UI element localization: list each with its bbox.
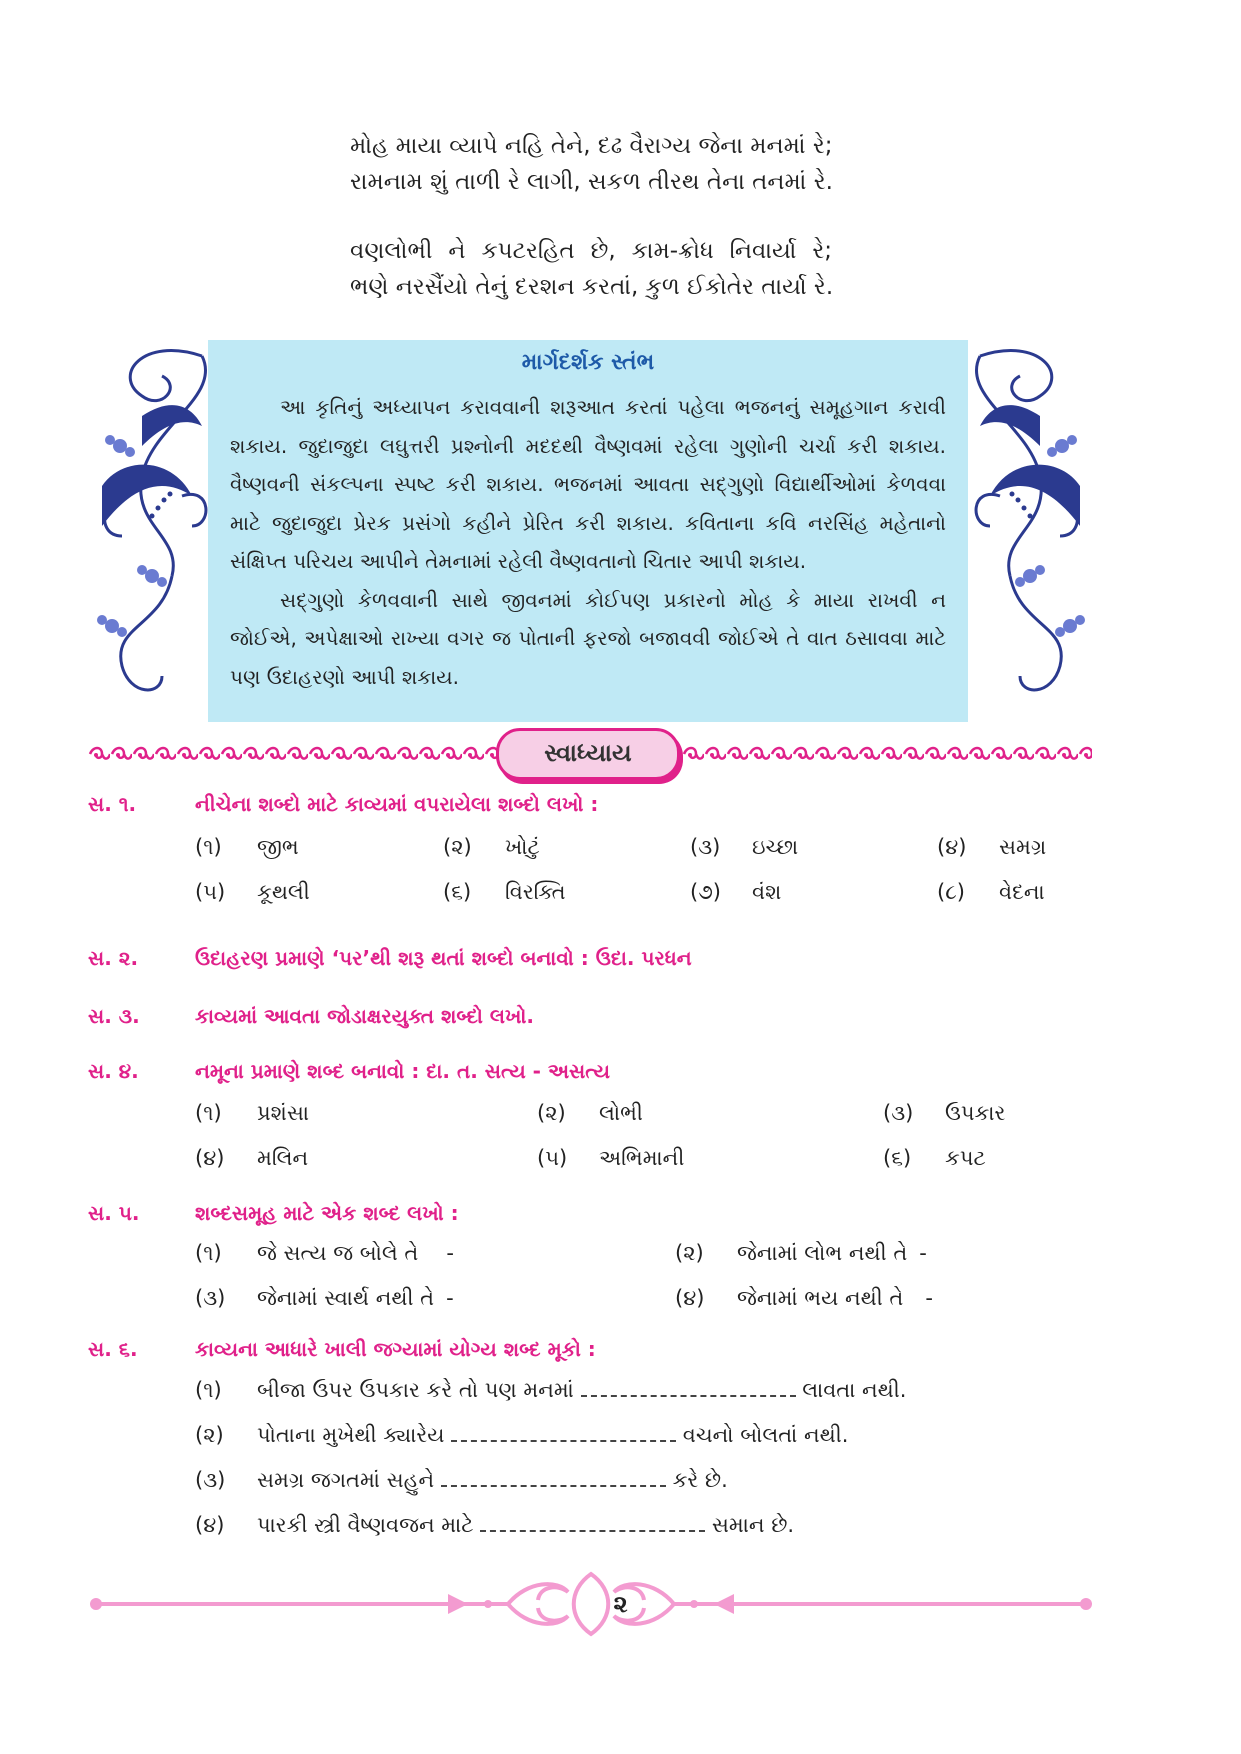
q5-item: [195, 1286, 454, 1311]
q6-item: [195, 1513, 794, 1538]
q6-item: [195, 1378, 906, 1403]
item-number: (૧): [195, 1241, 222, 1265]
guide-paragraph-2: સદ્ગુણો કેળવવાની સાથે જીવનમાં કોઈપણ પ્રકારનો મોહ કે માયા રાખવી ન જોઈએ, અપેક્ષાઓ રાખ્યા વગર જ પોતાની ફરજો બજાવવી જોઈએ તે વાત ઠસાવવા માટે પણ ઉદાહરણો આપી શકાય.: [230, 587, 946, 689]
item-phrase: જેનામાં ભય નથી તે: [737, 1286, 904, 1310]
item-number: (૨): [443, 835, 472, 859]
answer-dash: -: [446, 1241, 454, 1265]
item-number: (૬): [443, 880, 472, 904]
heading-right-border: [682, 743, 1092, 765]
poem-line: રામનામ શું તાળી રે લાગી, સકળ તીરથ તેના તનમાં રે.: [350, 169, 833, 195]
guide-box: [208, 340, 968, 722]
item-number: (૭): [690, 880, 721, 904]
poem-stanza-1: [350, 128, 832, 200]
q6-item: [195, 1468, 728, 1493]
item-word: વંશ: [752, 880, 782, 904]
sentence-end: સમાન છે.: [711, 1513, 795, 1537]
item-word: સમગ્ર: [999, 835, 1047, 859]
right-flourish-ornament: [960, 336, 1100, 716]
item-word: લોભી: [599, 1101, 643, 1125]
sentence-start: સમગ્ર જગતમાં સહુને: [257, 1468, 435, 1492]
item-word: વેદના: [999, 880, 1045, 904]
guide-paragraph-1: આ કૃતિનું અધ્યાપન કરાવવાની શરૂઆત કરતાં પહેલા ભજનનું સમૂહગાન કરાવી શકાય. જુદાજુદા લઘુત્તરી પ્રશ્નોની મદદથી વૈષ્ણવમાં રહેલા ગુણોની ચર્ચા કરી શકાય. વૈષ્ણવની સંકલ્પના સ્પષ્ટ કરી શકાય. ભજનમાં આવતા સદ્ગુણો વિદ્યાર્થીઓમાં કેળવવા માટે જુદાજુદા પ્રેરક પ્રસંગો કહીને પ્રેરિત કરી શકાય. કવિતાના કવિ નરસિંહ મહેતાનો સંક્ષિપ્ત પરિચય આપીને તેમનામાં રહેલી વૈષ્ણવતાનો ચિતાર આપી શકાય.: [230, 395, 946, 573]
item-phrase: જે સત્ય જ બોલે તે: [257, 1241, 419, 1265]
item-word: કૂથલી: [257, 880, 310, 904]
page-number: ૨: [613, 1590, 628, 1618]
q1-item: [937, 880, 1045, 905]
item-number: (૪): [937, 835, 967, 859]
item-phrase: જેનામાં સ્વાર્થ નથી તે: [257, 1286, 435, 1310]
sentence-start: બીજા ઉપર ઉપકાર કરે તો પણ મનમાં: [257, 1378, 574, 1402]
item-number: (૧): [195, 835, 222, 859]
question-number: સ. ૫.: [88, 1201, 140, 1225]
item-word: ખોટું: [505, 835, 540, 859]
poem-stanza-2: [350, 233, 832, 305]
left-flourish-ornament: [82, 336, 222, 716]
answer-dash: -: [925, 1286, 933, 1310]
item-number: (૪): [195, 1146, 225, 1170]
sentence-end: કરે છે.: [672, 1468, 728, 1492]
item-number: (૧): [195, 1101, 222, 1125]
heading-left-border: [88, 743, 498, 765]
sentence-start: પોતાના મુખેથી ક્યારેય: [257, 1423, 445, 1447]
guide-text: [230, 388, 946, 696]
item-word: જીભ: [257, 835, 299, 859]
item-number: (૩): [690, 835, 721, 859]
q1-item: [690, 835, 798, 860]
q1-item: [690, 880, 781, 905]
q4-item: [195, 1146, 308, 1171]
poem-line: ભણે નરસૈંયો તેનું દરશન કરતાં, કુળ ઈકોતેર તાર્યા રે.: [350, 274, 834, 300]
q4-item: [883, 1101, 1005, 1126]
question-text: કાવ્યના આધારે ખાલી જગ્યામાં યોગ્ય શબ્દ મૂકો :: [195, 1337, 596, 1361]
fill-blank[interactable]: [441, 1469, 666, 1487]
q4-item: [537, 1146, 684, 1171]
poem-line: વણલોભી ને કપટરહિત છે, કામ-ક્રોધ નિવાર્યા રે;: [350, 238, 832, 264]
item-word: મલિન: [257, 1146, 309, 1170]
question-text: નીચેના શબ્દો માટે કાવ્યમાં વપરાયેલા શબ્દો લખો :: [195, 792, 599, 816]
q1-item: [937, 835, 1046, 860]
sentence-start: પારકી સ્ત્રી વૈષ્ણવજન માટે: [257, 1513, 474, 1537]
question-number: સ. ૩.: [88, 1004, 140, 1028]
question-text: નમૂના પ્રમાણે શબ્દ બનાવો : દા. ત. સત્ય - અસત્ય: [195, 1059, 610, 1083]
q1-item: [443, 835, 540, 860]
item-number: (૧): [195, 1378, 222, 1402]
q5-item: [195, 1241, 454, 1266]
item-number: (૩): [883, 1101, 914, 1125]
q4-item: [883, 1146, 986, 1171]
answer-dash: -: [446, 1286, 454, 1310]
answer-dash: -: [919, 1241, 927, 1265]
q1-item: [195, 880, 310, 905]
q1-item: [195, 835, 299, 860]
q1-item: [443, 880, 566, 905]
sentence-end: લાવતા નથી.: [802, 1378, 907, 1402]
question-number: સ. ૨.: [88, 946, 139, 970]
sentence-end: વચનો બોલતાં નથી.: [682, 1423, 849, 1447]
q5-item: [675, 1286, 933, 1311]
item-number: (૫): [195, 880, 226, 904]
item-number: (૪): [675, 1286, 705, 1310]
item-number: (૨): [675, 1241, 704, 1265]
q4-item: [537, 1101, 643, 1126]
item-phrase: જેનામાં લોભ નથી તે: [737, 1241, 908, 1265]
item-number: (૩): [195, 1286, 226, 1310]
item-number: (૨): [537, 1101, 566, 1125]
item-word: પ્રશંસા: [257, 1101, 309, 1125]
item-number: (૬): [883, 1146, 912, 1170]
fill-blank[interactable]: [480, 1514, 705, 1532]
item-word: કપટ: [945, 1146, 986, 1170]
item-word: અભિમાની: [599, 1146, 685, 1170]
question-number: સ. ૬.: [88, 1337, 138, 1361]
item-number: (૫): [537, 1146, 568, 1170]
fill-blank[interactable]: [451, 1424, 676, 1442]
question-text: ઉદાહરણ પ્રમાણે ‘પર’થી શરૂ થતાં શબ્દો બનાવો : ઉદા. પરધન: [195, 946, 692, 970]
q4-item: [195, 1101, 309, 1126]
fill-blank[interactable]: [581, 1379, 796, 1397]
item-word: ઇચ્છા: [752, 835, 799, 859]
question-number: સ. ૪.: [88, 1059, 139, 1083]
question-number: સ. ૧.: [88, 792, 137, 816]
item-number: (૨): [195, 1423, 224, 1447]
item-number: (૮): [937, 880, 965, 904]
q5-item: [675, 1241, 927, 1266]
question-text: કાવ્યમાં આવતા જોડાક્ષરયુક્ત શબ્દો લખો.: [195, 1004, 534, 1028]
item-number: (૪): [195, 1513, 225, 1537]
section-title-svadhyay: સ્વાધ્યાય: [496, 728, 680, 780]
poem-line: મોહ માયા વ્યાપે નહિ તેને, દઢ વૈરાગ્ય જેના મનમાં રે;: [350, 133, 833, 159]
item-word: વિરક્તિ: [505, 880, 566, 904]
q6-item: [195, 1423, 848, 1448]
guide-title: માર્ગદર્શક સ્તંભ: [521, 350, 655, 375]
question-text: શબ્દસમૂહ માટે એક શબ્દ લખો :: [195, 1201, 459, 1225]
item-word: ઉપકાર: [945, 1101, 1006, 1125]
item-number: (૩): [195, 1468, 226, 1492]
